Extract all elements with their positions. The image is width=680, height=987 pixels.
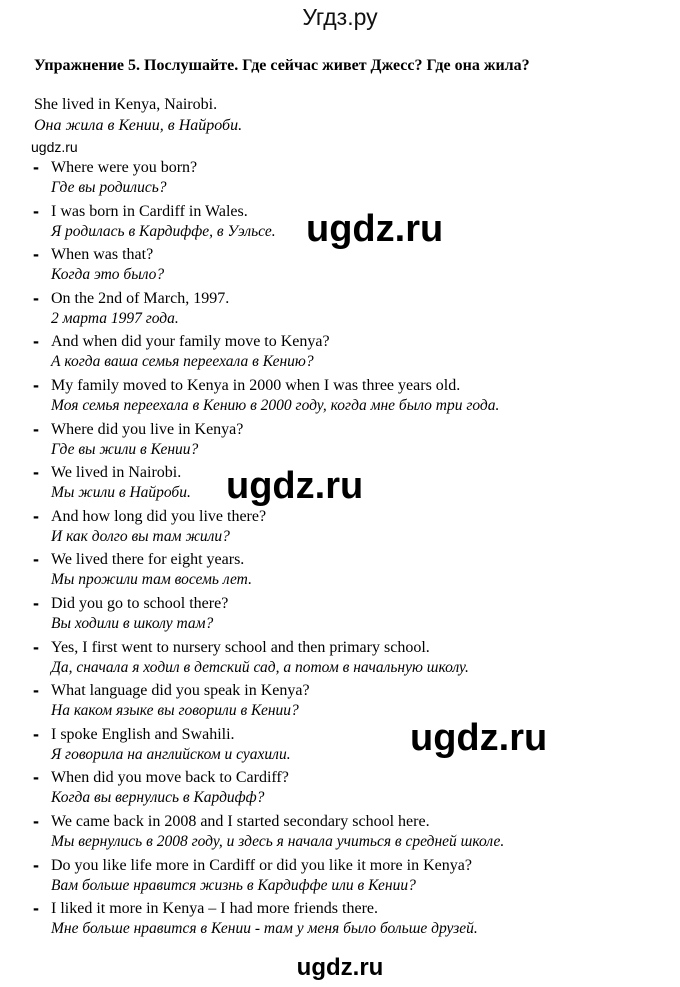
dialogue-line <box>0 810 680 857</box>
english-line: On the 2nd of March, 1997. <box>51 289 230 307</box>
dialogue-line <box>0 505 680 552</box>
dialogue-line <box>0 723 680 770</box>
russian-translation: Мы вернулись в 2008 году, и здесь я начала учиться в средней школе. <box>51 832 505 850</box>
english-line: I liked it more in Kenya – I had more friends there. <box>51 900 378 918</box>
dash-marker: - <box>33 723 39 744</box>
intro-russian: Она жила в Кении, в Найроби. <box>34 117 243 134</box>
english-line: When did you move back to Cardiff? <box>51 769 289 787</box>
english-line: Yes, I first went to nursery school and then primary school. <box>51 638 430 656</box>
dash-marker: - <box>33 854 39 875</box>
dialogue-line <box>0 854 680 901</box>
english-line: My family moved to Kenya in 2000 when I was three years old. <box>51 376 461 394</box>
dialogue-line <box>0 551 680 595</box>
dialogue-line <box>0 636 680 683</box>
english-line: And how long did you live there? <box>51 507 267 525</box>
russian-translation: Да, сначала я ходил в детский сад, а потом в начальную школу. <box>51 658 469 676</box>
dialogue-line <box>0 769 680 813</box>
dash-marker: - <box>33 244 39 265</box>
english-line: And when did your family move to Kenya? <box>51 333 330 351</box>
footer-watermark: ugdz.ru <box>296 954 384 981</box>
russian-translation: На каком языке вы говорили в Кении? <box>51 702 299 720</box>
dash-marker: - <box>33 680 39 701</box>
dialogue-line <box>0 287 680 334</box>
small-watermark: ugdz.ru <box>31 139 78 155</box>
russian-translation: И как долго вы там жили? <box>51 527 230 545</box>
watermark: ugdz.ru <box>410 717 548 759</box>
dialogue-line <box>0 682 680 726</box>
dash-marker: - <box>33 287 39 308</box>
dash-marker: - <box>33 462 39 483</box>
dash-marker: - <box>33 374 39 395</box>
english-line: We came back in 2008 and I started secondary school here. <box>51 812 430 830</box>
dash-marker: - <box>33 157 39 177</box>
russian-translation: А когда ваша семья переехала в Кению? <box>51 353 314 371</box>
russian-translation: Вам больше нравится жизнь в Кардиффе или в Кении? <box>51 876 416 894</box>
exercise-heading: Упражнение 5. Послушайте. Где сейчас живет Джесс? Где она жила? <box>34 57 530 74</box>
watermark: ugdz.ru <box>306 208 444 250</box>
dash-marker: - <box>33 200 39 221</box>
dialogue-line <box>0 159 680 203</box>
english-line: When was that? <box>51 246 154 264</box>
dash-marker: - <box>33 418 39 439</box>
english-line: Where did you live in Kenya? <box>51 420 244 438</box>
dash-marker: - <box>33 549 39 570</box>
dialogue-line <box>0 246 680 290</box>
dialogue-line <box>0 592 680 639</box>
english-line: Do you like life more in Cardiff or did you like it more in Kenya? <box>51 856 472 874</box>
intro-english: She lived in Kenya, Nairobi. <box>34 96 218 113</box>
dash-marker: - <box>33 505 39 526</box>
russian-translation: 2 марта 1997 года. <box>51 309 179 327</box>
russian-translation: Я говорила на английском и суахили. <box>51 745 291 763</box>
russian-translation: Когда вы вернулись в Кардифф? <box>51 789 265 807</box>
russian-translation: Мы прожили там восемь лет. <box>51 571 252 589</box>
english-line: I was born in Cardiff in Wales. <box>51 202 248 220</box>
russian-translation: Я родилась в Кардиффе, в Уэльсе. <box>51 222 276 240</box>
english-line: Did you go to school there? <box>51 594 229 612</box>
dash-marker: - <box>33 636 39 657</box>
english-line: What language did you speak in Kenya? <box>51 682 310 700</box>
russian-translation: Где вы жили в Кении? <box>51 440 199 458</box>
dash-marker: - <box>33 331 39 352</box>
english-line: Where were you born? <box>51 159 198 176</box>
english-line: I spoke English and Swahili. <box>51 725 235 743</box>
dialogue-list <box>0 159 680 944</box>
dialogue-line <box>0 418 680 465</box>
russian-translation: Где вы родились? <box>51 179 167 196</box>
dialogue-line <box>0 374 680 421</box>
english-line: We lived there for eight years. <box>51 551 245 569</box>
dialogue-line <box>0 900 680 944</box>
dash-marker: - <box>33 898 39 919</box>
dash-marker: - <box>33 810 39 831</box>
dash-marker: - <box>33 592 39 613</box>
russian-translation: Когда это было? <box>51 266 165 284</box>
english-line: We lived in Nairobi. <box>51 464 182 482</box>
russian-translation: Моя семья переехала в Кению в 2000 году, когда мне было три года. <box>51 396 500 414</box>
intro-block <box>34 94 242 136</box>
russian-translation: Вы ходили в школу там? <box>51 614 214 632</box>
russian-translation: Мне больше нравится в Кении - там у меня было больше друзей. <box>51 920 478 938</box>
russian-translation: Мы жили в Найроби. <box>51 484 191 502</box>
site-title: Угдз.ру <box>302 4 378 30</box>
watermark: ugdz.ru <box>226 465 364 507</box>
dialogue-line <box>0 333 680 377</box>
dash-marker: - <box>33 767 39 788</box>
